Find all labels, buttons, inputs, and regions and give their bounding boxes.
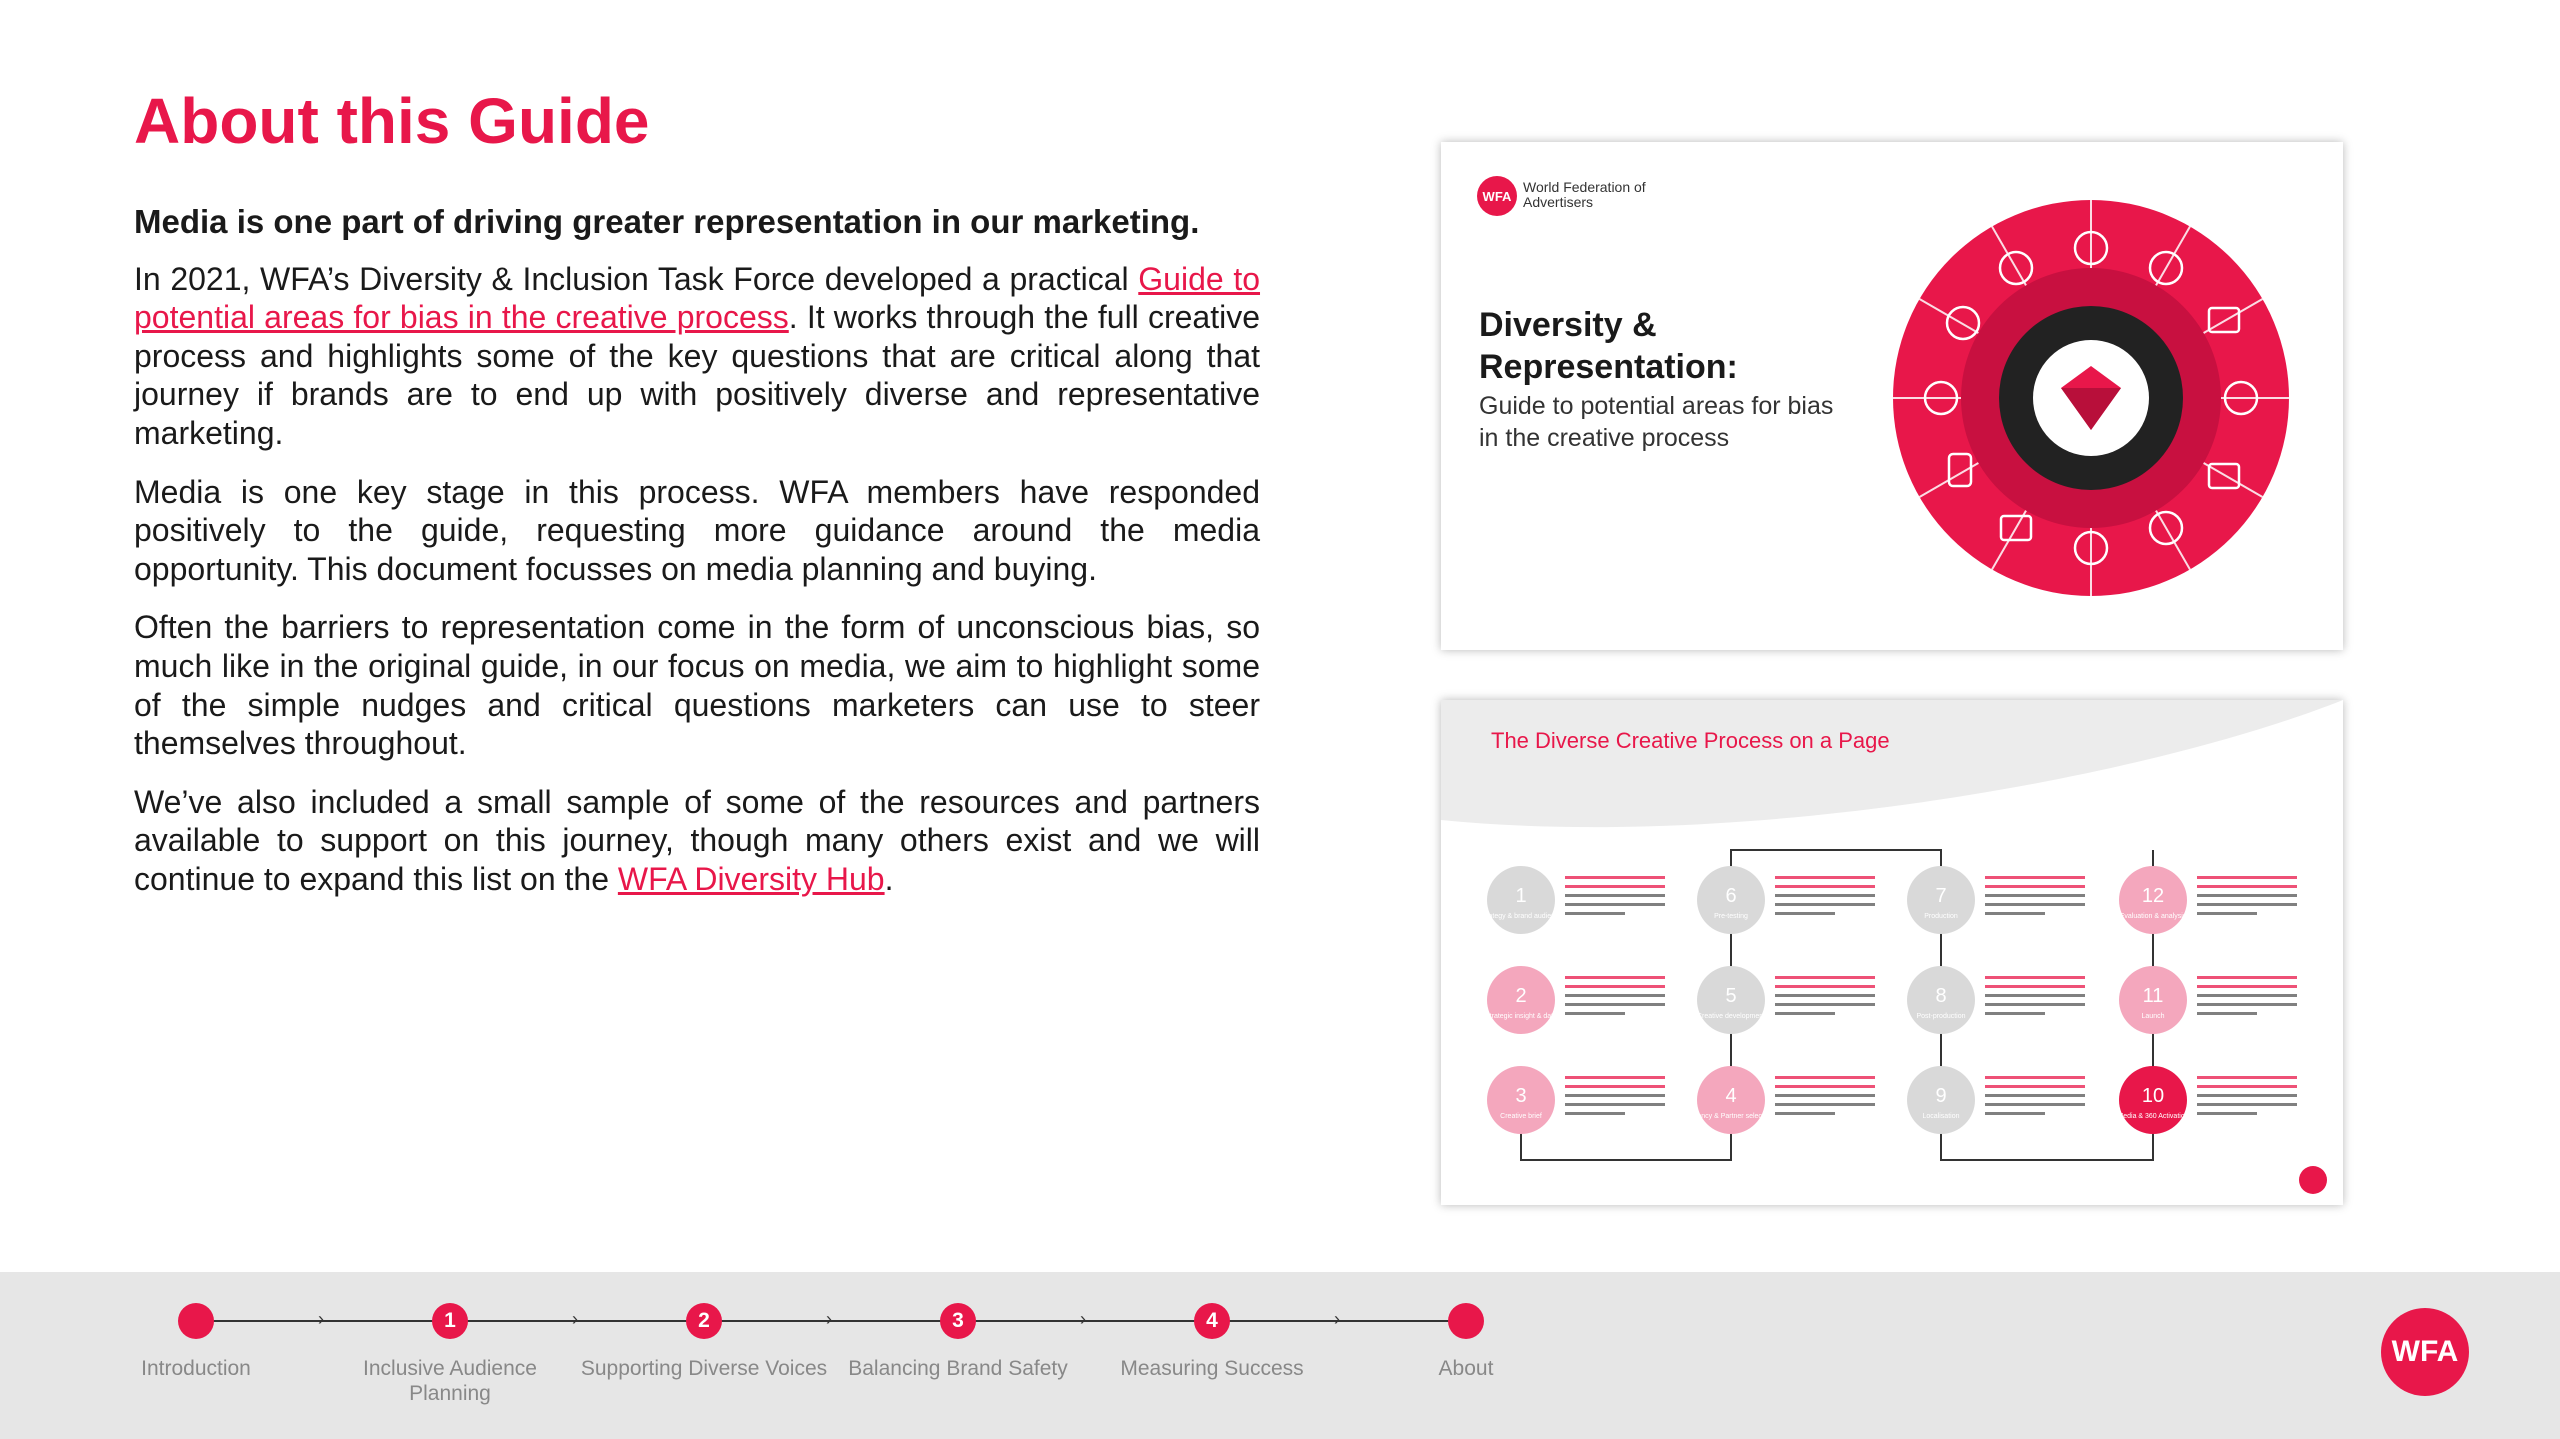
stage-text-line <box>1775 994 1875 997</box>
stage-text-line <box>1985 1003 2085 1006</box>
stage-text-line <box>2197 1112 2257 1115</box>
stage-number-8: 8 <box>1935 985 1947 1007</box>
stage-text-line <box>2197 1003 2297 1006</box>
stage-label-9: Localisation <box>1922 1113 1960 1120</box>
cover-subtitle: Guide to potential areas for bias in the creative process <box>1479 392 1834 452</box>
stage-number-6: 6 <box>1725 885 1737 907</box>
stage-number-2: 2 <box>1515 985 1527 1007</box>
stage-text-line <box>1985 1094 2085 1097</box>
stage-text-line <box>1985 1076 2085 1079</box>
stage-text-line <box>1985 1012 2045 1015</box>
stage-text-line <box>2197 1103 2297 1106</box>
nav-step-dot-4[interactable]: 3 <box>940 1303 976 1339</box>
stage-text-line <box>1775 1012 1835 1015</box>
stage-text-line <box>1565 1112 1625 1115</box>
stage-text-line <box>1775 885 1875 888</box>
stage-label-4: Agency & Partner selection <box>1688 1113 1774 1120</box>
nav-step-dot-5[interactable]: 4 <box>1194 1303 1230 1339</box>
stage-text-line <box>1985 994 2085 997</box>
stage-text-line <box>1565 985 1665 988</box>
stage-text-line <box>1985 985 2085 988</box>
process-wheel-graphic <box>1891 198 2291 598</box>
stage-text-line <box>2197 903 2297 906</box>
stage-text-line <box>1775 1076 1875 1079</box>
arrow-right-icon: › <box>318 1309 324 1329</box>
stage-text-line <box>2197 912 2257 915</box>
stage-text-line <box>1775 1003 1875 1006</box>
lead-heading: Media is one part of driving greater representation in our marketing. <box>134 203 1200 240</box>
cover-title: Diversity & Representation: <box>1479 306 1738 386</box>
process-on-a-page-thumbnail[interactable] <box>1441 700 2343 1205</box>
stage-label-7: Production <box>1924 913 1958 920</box>
stage-text-line <box>1565 903 1665 906</box>
paragraph-2: Media is one key stage in this process. WFA members have responded positively to the guide, requesting more guidance around the media opportunity. This document focusses on media planning and buying. <box>134 473 1260 587</box>
nav-step-dot-6[interactable] <box>1448 1303 1484 1339</box>
org-name: World Federation of Advertisers <box>1523 179 1646 210</box>
stage-text-line <box>1985 885 2085 888</box>
stage-text-line <box>1775 1094 1875 1097</box>
stage-text-line <box>1565 912 1625 915</box>
stage-number-9: 9 <box>1935 1085 1947 1107</box>
stage-label-6: Pre-testing <box>1714 913 1748 920</box>
stage-text-line <box>1775 1085 1875 1088</box>
stage-label-5: Creative development <box>1696 1013 1766 1020</box>
stage-label-10: Media & 360 Activation <box>2117 1113 2189 1120</box>
stage-text-line <box>1985 976 2085 979</box>
process-diagram <box>1441 700 2343 1205</box>
stage-text-line <box>2197 985 2297 988</box>
nav-step-label-4[interactable]: Balancing Brand Safety <box>848 1357 1068 1380</box>
paragraph-3: Often the barriers to representation come in the form of unconscious bias, so much like in the original guide, in our focus on media, we aim to highlight some of the simple nudges and critical questions marketers can use to steer themselves throughout. <box>134 609 1260 762</box>
stage-number-3: 3 <box>1515 1085 1527 1107</box>
stage-text-line <box>1775 903 1875 906</box>
stage-label-2: Strategic insight & data <box>1485 1013 1557 1020</box>
paragraph-1 <box>134 260 1260 453</box>
paragraph-4 <box>134 783 1260 899</box>
stage-text-line <box>1775 1112 1835 1115</box>
stage-text-line <box>2197 994 2297 997</box>
stage-text-line <box>1565 1094 1665 1097</box>
stage-text-line <box>2197 876 2297 879</box>
stage-label-12: Evaluation & analysis <box>2119 913 2187 920</box>
stage-text-line <box>1775 912 1835 915</box>
stage-text-line <box>2197 1094 2297 1097</box>
diversity-hub-link[interactable]: WFA Diversity Hub <box>617 860 885 897</box>
nav-step-label-2[interactable]: Inclusive Audience Planning <box>363 1357 537 1405</box>
nav-step-dot-3[interactable]: 2 <box>686 1303 722 1339</box>
stage-label-8: Post-production <box>1916 1013 1966 1020</box>
stage-text-line <box>1775 985 1875 988</box>
stage-text-line <box>1775 876 1875 879</box>
stage-text-line <box>1985 912 2045 915</box>
stage-text-line <box>2197 1076 2297 1079</box>
stage-text-line <box>2197 1085 2297 1088</box>
stage-text-line <box>1985 1103 2085 1106</box>
nav-step-dot-1[interactable] <box>178 1303 214 1339</box>
nav-step-label-5[interactable]: Measuring Success <box>1120 1357 1304 1380</box>
wfa-cover-logo: WFA <box>1477 176 1517 216</box>
guide-cover-thumbnail[interactable] <box>1441 142 2343 650</box>
stage-number-4: 4 <box>1725 1085 1737 1107</box>
nav-step-label-1[interactable]: Introduction <box>141 1357 251 1380</box>
stage-text-line <box>1565 1085 1665 1088</box>
process-title: The Diverse Creative Process on a Page <box>1491 728 1890 753</box>
paragraph-1-text-a: In 2021, WFA’s Diversity & Inclusion Task Force developed a practical <box>134 260 1139 297</box>
stage-text-line <box>1775 976 1875 979</box>
paragraph-4-text-a: We’ve also included a small sample of some of the resources and partners available to support on this journey, though many others exist and we will continue to expand this list on the <box>134 783 1260 897</box>
stage-text-line <box>1565 976 1665 979</box>
body-copy <box>134 202 1260 919</box>
stage-number-1: 1 <box>1515 885 1527 907</box>
nav-step-label-3[interactable]: Supporting Diverse Voices <box>580 1357 828 1380</box>
stage-number-7: 7 <box>1935 885 1947 907</box>
stage-text-line <box>1985 903 2085 906</box>
stage-text-line <box>1565 1103 1665 1106</box>
arrow-right-icon: › <box>1080 1309 1086 1329</box>
stage-text-line <box>2197 1012 2257 1015</box>
stage-number-5: 5 <box>1725 985 1737 1007</box>
stage-text-line <box>1985 876 2085 879</box>
stage-text-line <box>1565 885 1665 888</box>
stage-label-11: Launch <box>2141 1013 2165 1020</box>
stage-text-line <box>1775 894 1875 897</box>
stage-number-10: 10 <box>2141 1085 2165 1107</box>
nav-step-label-6[interactable]: About <box>1438 1357 1494 1380</box>
stage-text-line <box>2197 976 2297 979</box>
stage-label-3: Creative brief <box>1500 1113 1542 1120</box>
arrow-right-icon: › <box>826 1309 832 1329</box>
stage-text-line <box>1565 1003 1665 1006</box>
stage-number-12: 12 <box>2141 885 2165 907</box>
stage-text-line <box>1565 894 1665 897</box>
stage-text-line <box>1985 1112 2045 1115</box>
stage-text-line <box>1985 1085 2085 1088</box>
guide-link[interactable]: Guide to potential areas for bias in the creative process <box>134 260 1261 336</box>
stage-text-line <box>1565 1076 1665 1079</box>
nav-step-dot-2[interactable]: 1 <box>432 1303 468 1339</box>
wfa-logo[interactable]: WFA <box>2381 1308 2469 1396</box>
stage-label-1: Strategy & brand audience <box>1479 913 1563 920</box>
stage-text-line <box>1775 1103 1875 1106</box>
arrow-right-icon: › <box>572 1309 578 1329</box>
stage-text-line <box>2197 885 2297 888</box>
arrow-right-icon: › <box>1334 1309 1340 1329</box>
stage-text-line <box>1565 876 1665 879</box>
stage-text-line <box>1985 894 2085 897</box>
paragraph-4-text-b: . <box>884 860 894 897</box>
stage-number-11: 11 <box>2142 985 2164 1007</box>
paragraph-1-text-b: . It works through the full creative process and highlights some of the key questions that are critical along that journey if brands are to end up with positively diverse and representative marketing. <box>134 299 1260 451</box>
stage-text-line <box>2197 894 2297 897</box>
page-title: About this Guide <box>134 85 650 157</box>
stage-text-line <box>1565 1012 1625 1015</box>
stage-text-line <box>1565 994 1665 997</box>
